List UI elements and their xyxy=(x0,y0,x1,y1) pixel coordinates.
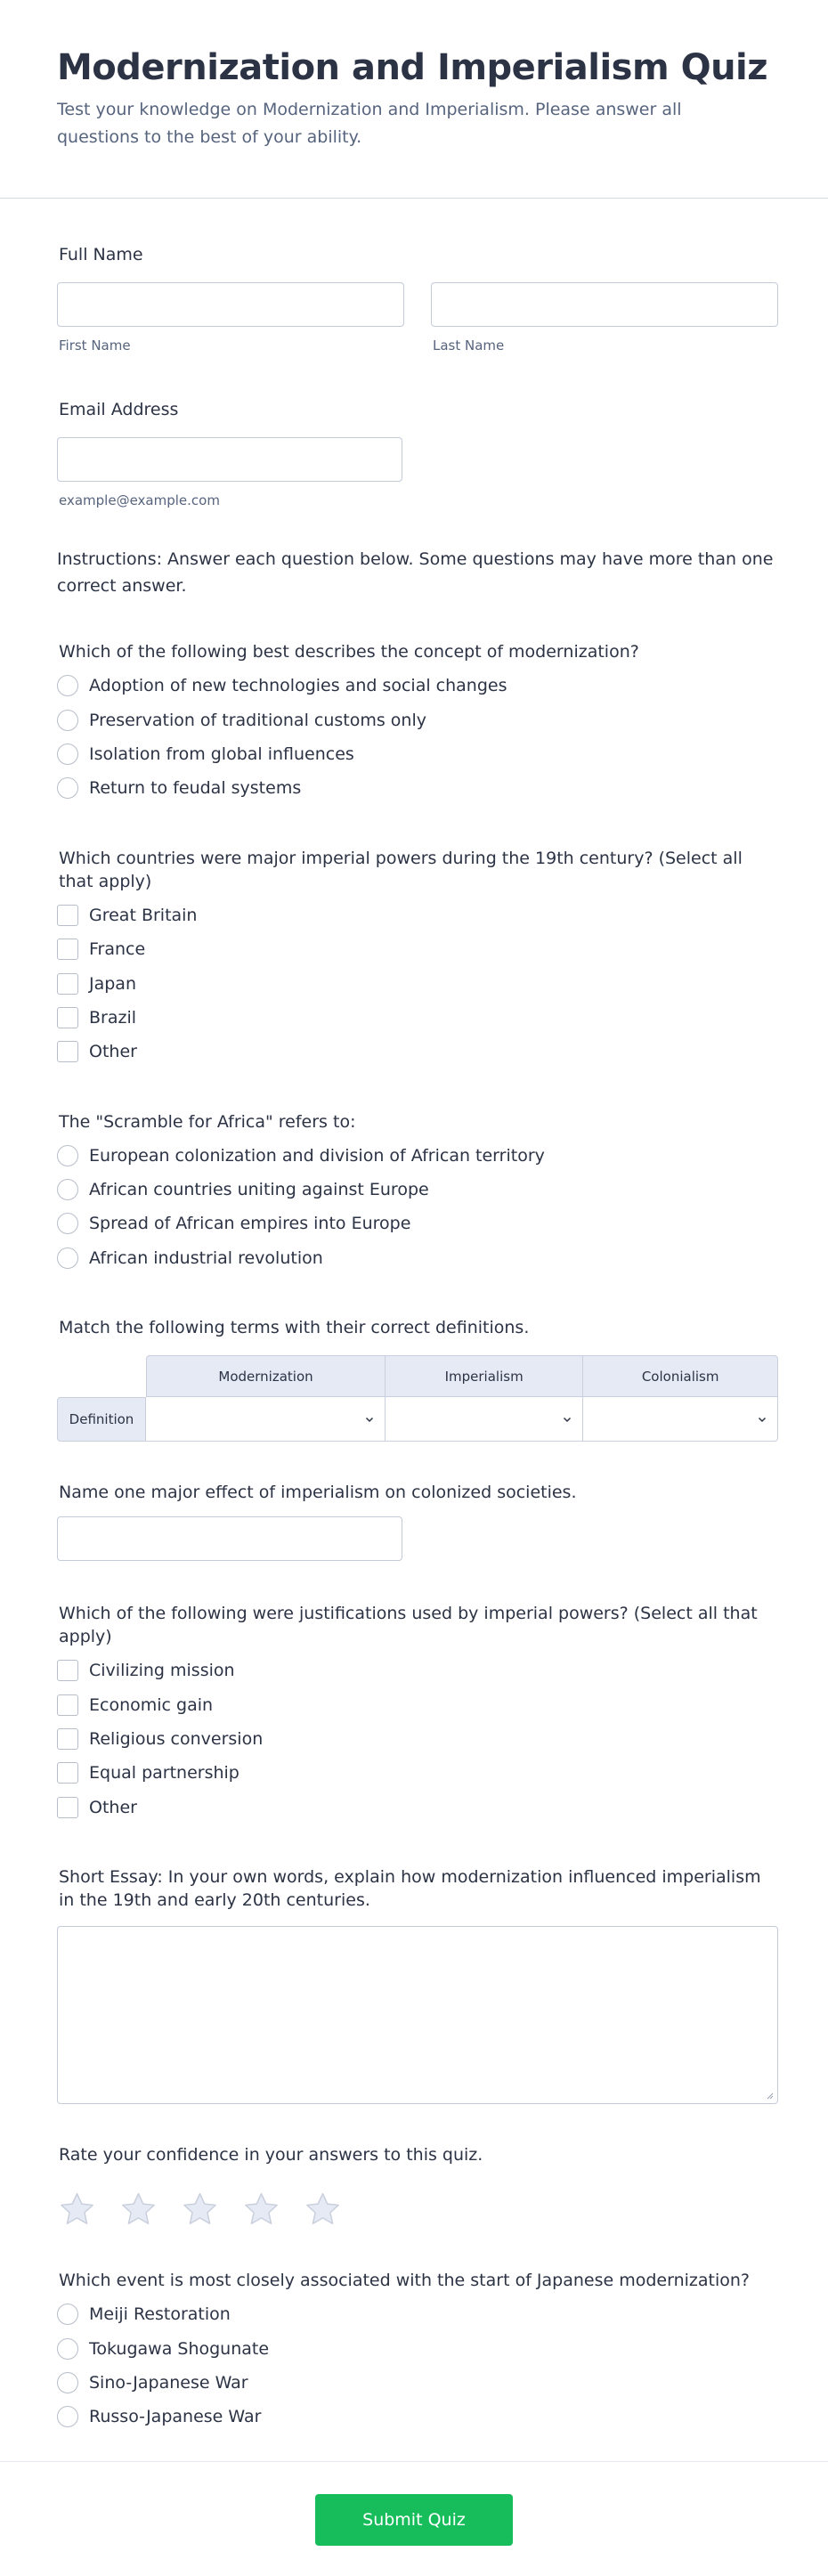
checkbox-option[interactable] xyxy=(57,1687,778,1721)
page-subtitle: Test your knowledge on Modernization and Imperialism. Please answer all questions to the best of your ability. xyxy=(57,100,682,147)
question-label: Match the following terms with their correct definitions. xyxy=(59,1318,530,1338)
full-name-field xyxy=(57,199,778,353)
question-short-essay xyxy=(57,1824,778,2104)
option-label: Religious conversion xyxy=(89,1729,264,1750)
option-label: Economic gain xyxy=(89,1694,214,1715)
radio-button[interactable] xyxy=(57,675,78,696)
radio-button[interactable] xyxy=(57,2372,78,2393)
question-confidence-rating xyxy=(57,2104,778,2230)
option-label: Adoption of new technologies and social changes xyxy=(89,676,507,696)
radio-button[interactable] xyxy=(57,1179,78,1200)
option-label: Russo-Japanese War xyxy=(89,2407,262,2427)
checkbox[interactable] xyxy=(57,939,78,960)
radio-option[interactable] xyxy=(57,771,778,805)
radio-option[interactable] xyxy=(57,1241,778,1275)
option-label: African industrial revolution xyxy=(89,1247,323,1268)
chevron-down-icon xyxy=(758,1415,767,1424)
question-label: Which of the following were justifications used by imperial powers? (Select all that apply) xyxy=(59,1604,758,1647)
checkbox[interactable] xyxy=(57,1762,78,1784)
last-name-sublabel: Last Name xyxy=(433,337,505,353)
radio-button[interactable] xyxy=(57,1213,78,1234)
full-name-label: Full Name xyxy=(59,245,143,264)
radio-button[interactable] xyxy=(57,744,78,765)
radio-option[interactable] xyxy=(57,2400,778,2434)
option-label: Spread of African empires into Europe xyxy=(89,1214,411,1234)
email-field xyxy=(57,353,778,508)
option-label: Great Britain xyxy=(89,905,198,925)
checkbox-option[interactable] xyxy=(57,966,778,1000)
option-label: Civilizing mission xyxy=(89,1661,235,1681)
radio-option[interactable] xyxy=(57,2297,778,2331)
option-label: Tokugawa Shogunate xyxy=(89,2338,270,2359)
checkbox-option[interactable] xyxy=(57,1722,778,1756)
checkbox[interactable] xyxy=(57,1694,78,1716)
question-label: Which of the following best describes the concept of modernization? xyxy=(59,642,639,662)
question-label: Name one major effect of imperialism on colonized societies. xyxy=(59,1483,577,1503)
radio-option[interactable] xyxy=(57,703,778,736)
option-label: Other xyxy=(89,1797,137,1817)
checkbox-option[interactable] xyxy=(57,1654,778,1687)
star-icon[interactable] xyxy=(57,2190,97,2230)
radio-option[interactable] xyxy=(57,2366,778,2400)
submit-area xyxy=(0,2462,828,2546)
matrix-dropdown-imperialism[interactable] xyxy=(386,1397,583,1442)
question-scramble-for-africa xyxy=(57,1069,778,1276)
option-label: Sino-Japanese War xyxy=(89,2373,248,2393)
email-sublabel: example@example.com xyxy=(59,492,220,508)
matching-matrix xyxy=(57,1355,778,1442)
first-name-input[interactable] xyxy=(57,282,404,327)
checkbox[interactable] xyxy=(57,1041,78,1062)
option-label: Equal partnership xyxy=(89,1763,239,1784)
star-icon[interactable] xyxy=(303,2190,343,2230)
radio-button[interactable] xyxy=(57,1247,78,1269)
option-label: Return to feudal systems xyxy=(89,778,302,799)
matrix-corner xyxy=(57,1355,146,1397)
star-icon[interactable] xyxy=(241,2190,281,2230)
option-label: Brazil xyxy=(89,1007,137,1028)
matrix-row-label: Definition xyxy=(57,1397,146,1442)
radio-option[interactable] xyxy=(57,1139,778,1173)
checkbox[interactable] xyxy=(57,905,78,926)
matrix-column-header: Imperialism xyxy=(386,1355,583,1397)
page-title: Modernization and Imperialism Quiz xyxy=(57,47,768,88)
radio-button[interactable] xyxy=(57,710,78,731)
question-effect-imperialism xyxy=(57,1442,778,1561)
matrix-dropdown-modernization[interactable] xyxy=(146,1397,386,1442)
effect-input[interactable] xyxy=(57,1516,402,1561)
option-label: Other xyxy=(89,1042,137,1062)
question-label: Rate your confidence in your answers to this quiz. xyxy=(59,2145,483,2166)
matrix-column-header: Modernization xyxy=(146,1355,386,1397)
form-header xyxy=(0,0,828,198)
checkbox[interactable] xyxy=(57,1797,78,1818)
checkbox-option[interactable] xyxy=(57,1035,778,1069)
resize-grip-icon[interactable] xyxy=(765,2091,774,2100)
checkbox-option[interactable] xyxy=(57,1791,778,1824)
chevron-down-icon xyxy=(365,1415,374,1424)
option-label: France xyxy=(89,939,146,960)
quiz-form xyxy=(0,199,828,2434)
radio-button[interactable] xyxy=(57,777,78,799)
chevron-down-icon xyxy=(563,1415,572,1424)
radio-option[interactable] xyxy=(57,1207,778,1240)
radio-button[interactable] xyxy=(57,2304,78,2325)
question-imperial-powers xyxy=(57,806,778,1069)
checkbox[interactable] xyxy=(57,1660,78,1681)
email-input[interactable] xyxy=(57,437,402,482)
matrix-column-header: Colonialism xyxy=(583,1355,778,1397)
checkbox-option[interactable] xyxy=(57,1001,778,1035)
question-label: The "Scramble for Africa" refers to: xyxy=(59,1111,356,1132)
essay-textarea[interactable] xyxy=(57,1926,778,2104)
email-label: Email Address xyxy=(59,400,179,419)
radio-option[interactable] xyxy=(57,737,778,771)
radio-button[interactable] xyxy=(57,1145,78,1166)
option-label: Preservation of traditional customs only xyxy=(89,710,426,730)
radio-option[interactable] xyxy=(57,669,778,703)
checkbox[interactable] xyxy=(57,1007,78,1028)
matrix-dropdown-colonialism[interactable] xyxy=(583,1397,778,1442)
submit-button[interactable]: Submit Quiz xyxy=(315,2494,513,2546)
checkbox[interactable] xyxy=(57,973,78,995)
question-label: Which event is most closely associated with the start of Japanese modernization? xyxy=(59,2271,751,2291)
checkbox-option[interactable] xyxy=(57,898,778,932)
option-label: European colonization and division of African territory xyxy=(89,1145,545,1166)
option-label: Isolation from global influences xyxy=(89,744,354,764)
checkbox-option[interactable] xyxy=(57,1756,778,1790)
option-label: Japan xyxy=(89,973,136,994)
radio-button[interactable] xyxy=(57,2406,78,2427)
star-icon[interactable] xyxy=(180,2190,220,2230)
instructions-text: Instructions: Answer each question below. Some questions may have more than one correct answer. xyxy=(57,549,774,596)
radio-option[interactable] xyxy=(57,1173,778,1207)
option-label: African countries uniting against Europe xyxy=(89,1180,429,1200)
question-japanese-modernization xyxy=(57,2230,778,2434)
question-modernization-concept xyxy=(57,599,778,806)
radio-option[interactable] xyxy=(57,2331,778,2365)
checkbox[interactable] xyxy=(57,1728,78,1750)
star-icon[interactable] xyxy=(118,2190,158,2230)
star-rating xyxy=(57,2190,778,2230)
option-label: Meiji Restoration xyxy=(89,2304,231,2325)
checkbox-option[interactable] xyxy=(57,932,778,966)
radio-button[interactable] xyxy=(57,2338,78,2360)
last-name-input[interactable] xyxy=(431,282,778,327)
question-label: Which countries were major imperial powers during the 19th century? (Select all that apply) xyxy=(59,848,743,891)
question-justifications xyxy=(57,1561,778,1824)
question-match-terms xyxy=(57,1275,778,1442)
question-label: Short Essay: In your own words, explain how modernization influenced imperialism in the 19th and early 20th centuries. xyxy=(59,1867,761,1911)
first-name-sublabel: First Name xyxy=(59,337,131,353)
